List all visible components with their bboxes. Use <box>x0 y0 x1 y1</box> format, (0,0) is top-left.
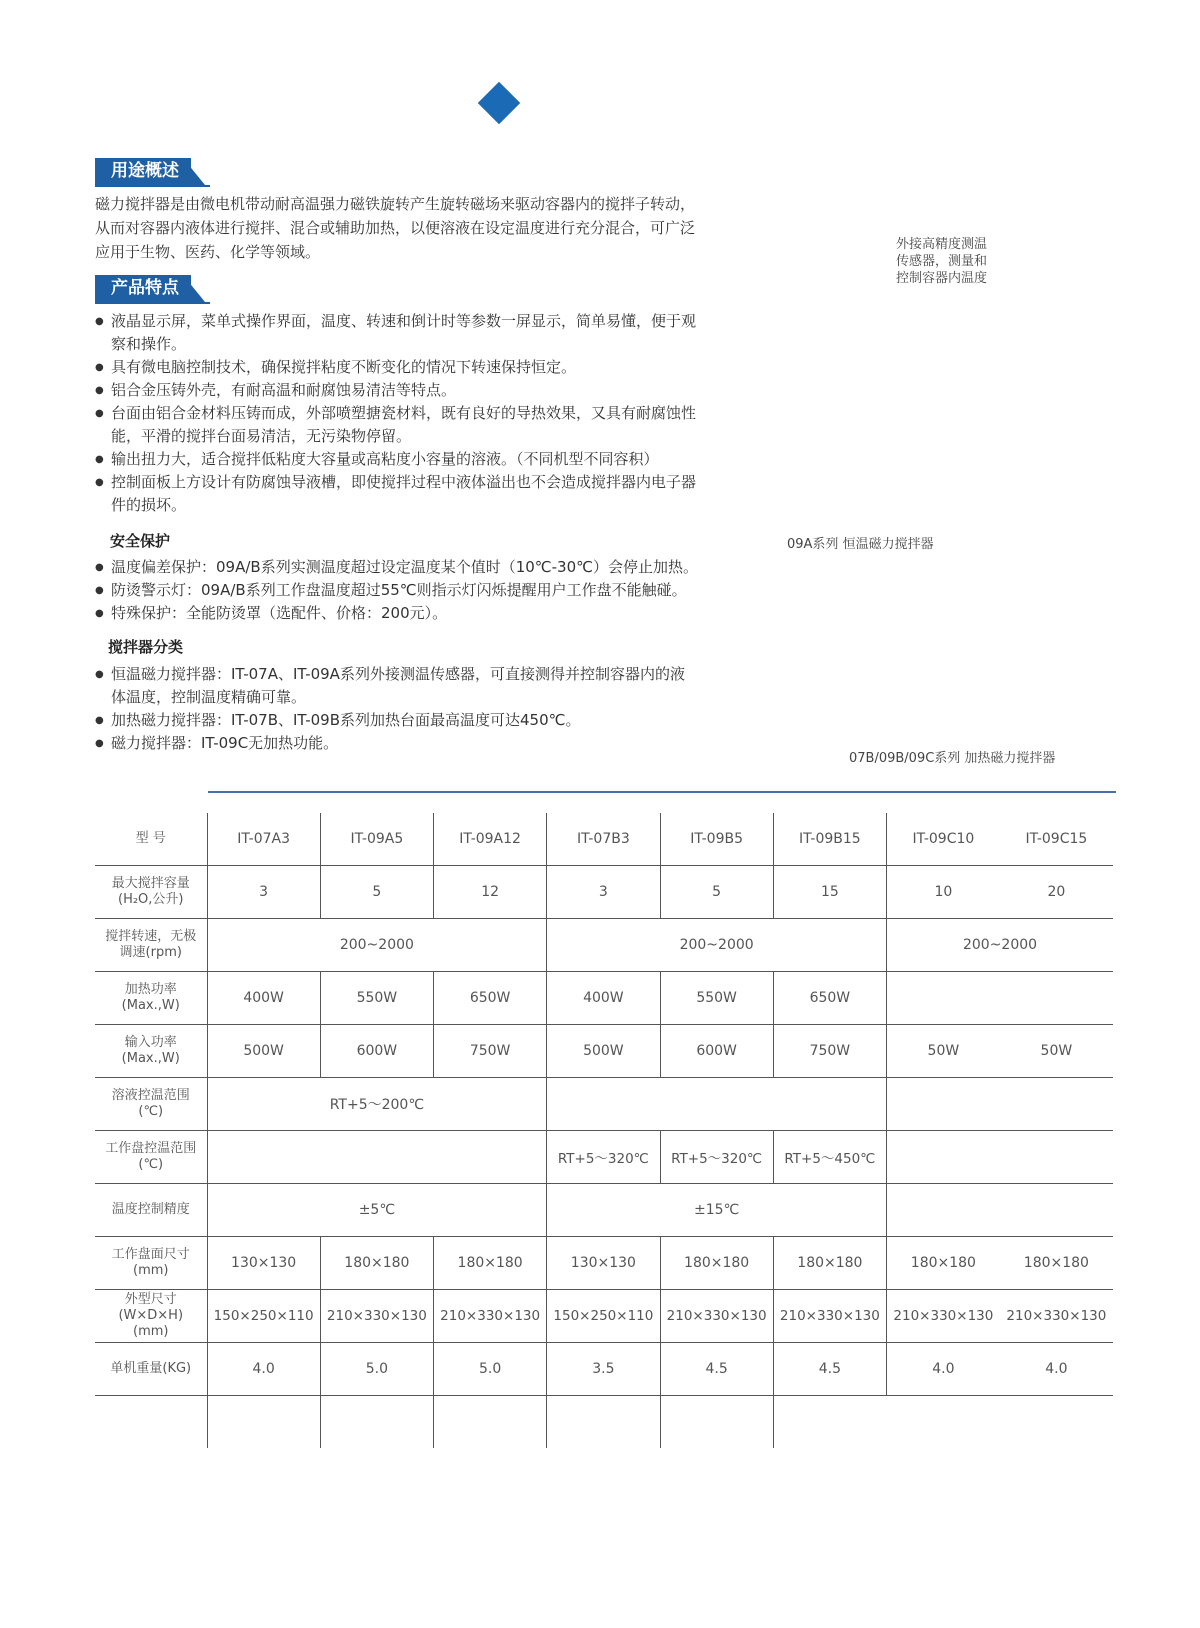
table-cell: 210×330×130 <box>887 1290 1000 1343</box>
table-cell: 15 <box>773 866 886 919</box>
sensor-caption: 外接高精度测温 传感器，测量和 控制容器内温度 <box>896 237 988 286</box>
table-cell-empty <box>660 1396 773 1449</box>
table-cell: RT+5～320℃ <box>660 1131 773 1184</box>
table-cell: 180×180 <box>1000 1237 1113 1290</box>
table-cell: 600W <box>320 1025 433 1078</box>
table-cell: 4.5 <box>660 1343 773 1396</box>
row-label: 加热功率 (Max.,W) <box>95 972 207 1025</box>
table-row-model <box>95 813 1113 866</box>
table-cell: ±5℃ <box>207 1184 547 1237</box>
features-heading <box>95 275 205 302</box>
safety-list <box>95 556 755 625</box>
types-list <box>95 663 755 755</box>
table-cell-empty <box>887 972 1114 1025</box>
row-label: 溶液控温范围 (℃) <box>95 1078 207 1131</box>
table-cell: 550W <box>660 972 773 1025</box>
usage-line: 磁力搅拌器是由微电机带动耐高温强力磁铁旋转产生旋转磁场来驱动容器内的搅拌子转动， <box>95 195 696 213</box>
table-cell: ±15℃ <box>547 1184 887 1237</box>
table-cell: 3.5 <box>547 1343 660 1396</box>
table-cell-empty <box>1000 1396 1113 1449</box>
features-heading-text: 产品特点 <box>111 278 179 298</box>
table-row-solution-temp <box>95 1078 1113 1131</box>
table-cell: 550W <box>320 972 433 1025</box>
table-cell: 150×250×110 <box>207 1290 320 1343</box>
table-cell-empty <box>773 1396 886 1449</box>
table-cell-empty <box>207 1396 320 1449</box>
table-cell: 180×180 <box>434 1237 547 1290</box>
table-row-capacity <box>95 866 1113 919</box>
table-row-blank <box>95 1396 1113 1449</box>
table-cell: 3 <box>547 866 660 919</box>
table-cell: 50W <box>1000 1025 1113 1078</box>
usage-line: 应用于生物、医药、化学等领域。 <box>95 243 321 261</box>
features-list <box>95 310 755 517</box>
table-cell-empty <box>95 1396 207 1449</box>
table-row-weight <box>95 1343 1113 1396</box>
table-divider <box>208 791 1116 793</box>
feature-item: ● 铝合金压铸外壳，有耐高温和耐腐蚀易清洁等特点。 <box>95 379 755 402</box>
usage-line: 从而对容器内液体进行搅拌、混合或辅助加热，以便溶液在设定温度进行充分混合，可广泛 <box>95 219 696 237</box>
table-cell: 210×330×130 <box>1000 1290 1113 1343</box>
model-cell: IT-07A3 <box>207 813 320 866</box>
model-cell: IT-09B15 <box>773 813 886 866</box>
series-bc-caption: 07B/09B/09C系列 加热磁力搅拌器 <box>849 751 1056 766</box>
safety-heading: 安全保护 <box>110 532 171 550</box>
usage-heading <box>95 158 205 185</box>
row-label: 最大搅拌容量 (H₂O,公升) <box>95 866 207 919</box>
table-cell: 50W <box>887 1025 1000 1078</box>
table-cell: 3 <box>207 866 320 919</box>
table-cell: 200~2000 <box>207 919 547 972</box>
model-cell: IT-09C15 <box>1000 813 1113 866</box>
feature-item: ● 台面由铝合金材料压铸而成，外部喷塑搪瓷材料，既有良好的导热效果，又具有耐腐蚀性 能，平滑的搅拌台面易清洁，无污染物停留。 <box>95 402 755 448</box>
table-cell: 5.0 <box>434 1343 547 1396</box>
safety-item: ● 温度偏差保护：09A/B系列实测温度超过设定温度某个值时（10℃-30℃）会停止加热。 <box>95 556 755 579</box>
types-heading: 搅拌器分类 <box>108 638 184 656</box>
table-row-plate-temp <box>95 1131 1113 1184</box>
table-cell: RT+5～200℃ <box>207 1078 547 1131</box>
row-label: 温度控制精度 <box>95 1184 207 1237</box>
type-item: ● 恒温磁力搅拌器：IT-07A、IT-09A系列外接测温传感器，可直接测得并控制容器内的液 体温度，控制温度精确可靠。 <box>95 663 755 709</box>
table-cell: RT+5～450℃ <box>773 1131 886 1184</box>
table-cell: 210×330×130 <box>320 1290 433 1343</box>
table-cell: 180×180 <box>773 1237 886 1290</box>
table-cell: 130×130 <box>547 1237 660 1290</box>
table-cell: 10 <box>887 866 1000 919</box>
table-row-speed <box>95 919 1113 972</box>
safety-item: ● 防烫警示灯：09A/B系列工作盘温度超过55℃则指示灯闪烁提醒用户工作盘不能触碰。 <box>95 579 755 602</box>
type-item: ● 加热磁力搅拌器：IT-07B、IT-09B系列加热台面最高温度可达450℃。 <box>95 709 755 732</box>
table-cell-empty <box>887 1396 1000 1449</box>
table-cell: 150×250×110 <box>547 1290 660 1343</box>
row-label: 工作盘面尺寸 (mm) <box>95 1237 207 1290</box>
table-cell-empty <box>547 1078 887 1131</box>
model-cell: IT-09B5 <box>660 813 773 866</box>
table-row-plate-size <box>95 1237 1113 1290</box>
row-label: 工作盘控温范围 (℃) <box>95 1131 207 1184</box>
model-cell: IT-09A12 <box>434 813 547 866</box>
table-cell: 180×180 <box>660 1237 773 1290</box>
table-cell: 750W <box>773 1025 886 1078</box>
table-cell-empty <box>207 1131 547 1184</box>
table-row-heat-power <box>95 972 1113 1025</box>
table-cell: 210×330×130 <box>773 1290 886 1343</box>
row-label: 单机重量(KG) <box>95 1343 207 1396</box>
safety-item: ● 特殊保护：全能防烫罩（选配件、价格：200元）。 <box>95 602 755 625</box>
table-cell-empty <box>320 1396 433 1449</box>
table-cell: 600W <box>660 1025 773 1078</box>
table-row-dimensions <box>95 1290 1113 1343</box>
table-cell: 4.0 <box>887 1343 1000 1396</box>
table-row-input-power <box>95 1025 1113 1078</box>
row-label: 型 号 <box>95 813 207 866</box>
table-cell: 400W <box>547 972 660 1025</box>
model-cell: IT-09C10 <box>887 813 1000 866</box>
model-cell: IT-09A5 <box>320 813 433 866</box>
table-cell: 750W <box>434 1025 547 1078</box>
table-cell: 5 <box>660 866 773 919</box>
table-cell-empty <box>887 1078 1114 1131</box>
feature-item: ● 控制面板上方设计有防腐蚀导液槽，即使搅拌过程中液体溢出也不会造成搅拌器内电子器 件的损坏。 <box>95 471 755 517</box>
table-cell: 210×330×130 <box>660 1290 773 1343</box>
row-label: 外型尺寸 (W×D×H) (mm) <box>95 1290 207 1343</box>
table-cell-empty <box>887 1131 1114 1184</box>
usage-paragraph <box>95 192 755 264</box>
model-cell: IT-07B3 <box>547 813 660 866</box>
row-label: 输入功率 (Max.,W) <box>95 1025 207 1078</box>
feature-item: ● 液晶显示屏，菜单式操作界面，温度、转速和倒计时等参数一屏显示，简单易懂，便于观 察和操作。 <box>95 310 755 356</box>
feature-item: ● 输出扭力大，适合搅拌低粘度大容量或高粘度小容量的溶液。（不同机型不同容积） <box>95 448 755 471</box>
type-item: ● 磁力搅拌器：IT-09C无加热功能。 <box>95 732 755 755</box>
table-cell: 500W <box>207 1025 320 1078</box>
table-cell: 4.5 <box>773 1343 886 1396</box>
table-cell: RT+5～320℃ <box>547 1131 660 1184</box>
table-row-accuracy <box>95 1184 1113 1237</box>
table-cell: 4.0 <box>207 1343 320 1396</box>
series-a-caption: 09A系列 恒温磁力搅拌器 <box>787 537 934 552</box>
table-cell: 400W <box>207 972 320 1025</box>
spec-table <box>95 813 1113 1448</box>
table-cell: 5.0 <box>320 1343 433 1396</box>
table-cell: 130×130 <box>207 1237 320 1290</box>
table-cell: 200~2000 <box>547 919 887 972</box>
table-cell: 20 <box>1000 866 1113 919</box>
table-cell-empty <box>547 1396 660 1449</box>
table-cell: 4.0 <box>1000 1343 1113 1396</box>
table-cell-empty <box>434 1396 547 1449</box>
feature-item: ● 具有微电脑控制技术，确保搅拌粘度不断变化的情况下转速保持恒定。 <box>95 356 755 379</box>
brand-diamond-icon <box>478 82 520 124</box>
table-cell: 200~2000 <box>887 919 1114 972</box>
table-cell: 12 <box>434 866 547 919</box>
table-cell: 5 <box>320 866 433 919</box>
table-cell: 180×180 <box>320 1237 433 1290</box>
row-label: 搅拌转速，无极 调速(rpm) <box>95 919 207 972</box>
table-cell: 180×180 <box>887 1237 1000 1290</box>
table-cell: 650W <box>434 972 547 1025</box>
usage-heading-text: 用途概述 <box>111 161 179 181</box>
table-cell: 650W <box>773 972 886 1025</box>
table-cell-empty <box>887 1184 1114 1237</box>
table-cell: 210×330×130 <box>434 1290 547 1343</box>
table-cell: 500W <box>547 1025 660 1078</box>
